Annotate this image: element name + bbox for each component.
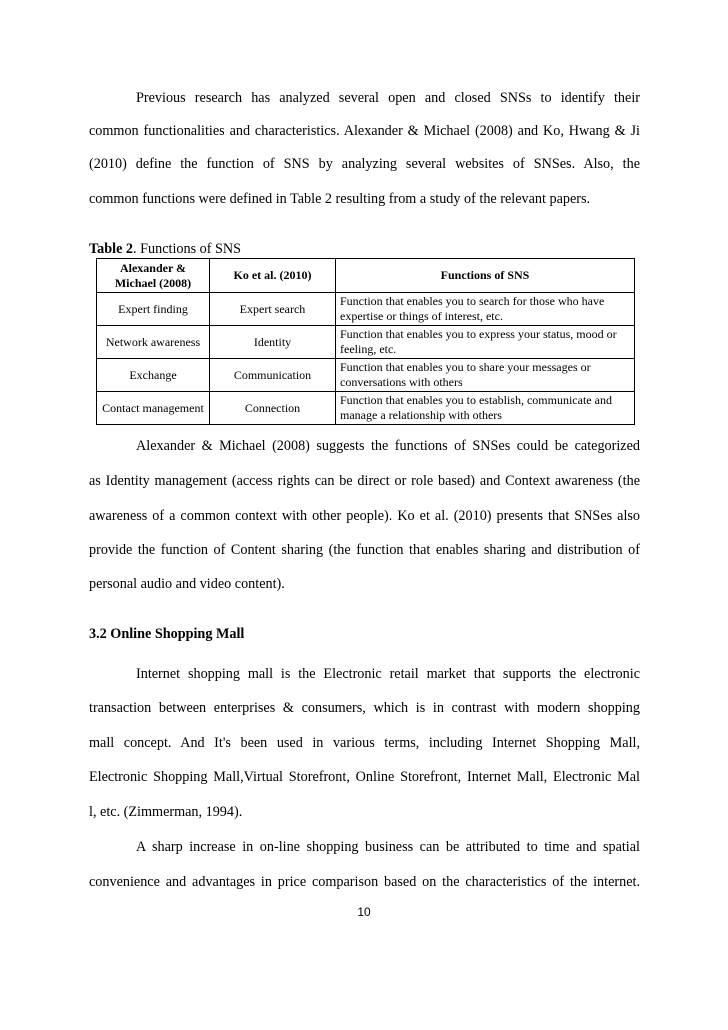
paragraph-2-line-1: Alexander & Michael (2008) suggests the functions of SNSes could be categorized <box>136 438 640 454</box>
paragraph-4-line-1: A sharp increase in on-line shopping business can be attributed to time and spatial <box>136 839 640 855</box>
table-cell: Expert search <box>210 293 336 326</box>
table-header-alexander: Alexander & Michael (2008) <box>97 259 210 293</box>
table-caption-label: Table 2 <box>89 241 134 257</box>
functions-table <box>96 258 635 425</box>
paragraph-2-line-4: provide the function of Content sharing (the function that enables sharing and distribution of <box>89 542 640 558</box>
paragraph-1-line-1: Previous research has analyzed several open and closed SNSs to identify their <box>136 90 640 106</box>
paragraph-2-line-2: as Identity management (access rights can be direct or role based) and Context awareness (the <box>89 473 640 489</box>
paragraph-1-line-2: common functionalities and characteristics. Alexander & Michael (2008) and Ko, Hwang & Ji <box>89 123 640 139</box>
paragraph-2-line-3: awareness of a common context with other people). Ko et al. (2010) presents that SNSes also <box>89 508 640 524</box>
table-row <box>97 293 635 326</box>
paragraph-3-line-1: Internet shopping mall is the Electronic retail market that supports the electronic <box>136 666 640 682</box>
paragraph-3-line-3: mall concept. And It's been used in various terms, including Internet Shopping Mall, <box>89 735 640 751</box>
paragraph-1-line-4: common functions were defined in Table 2 resulting from a study of the relevant papers. <box>89 191 591 207</box>
table-cell: Communication <box>210 359 336 392</box>
paragraph-3-line-2: transaction between enterprises & consumers, which is in contrast with modern shopping <box>89 700 640 716</box>
table-cell: Identity <box>210 326 336 359</box>
table-cell: Function that enables you to express your status, mood or feeling, etc. <box>336 326 635 359</box>
table-header-ko: Ko et al. (2010) <box>210 259 336 293</box>
table-row <box>97 359 635 392</box>
table-caption-text: . Functions of SNS <box>133 241 242 257</box>
table-cell: Exchange <box>97 359 210 392</box>
table-row <box>97 326 635 359</box>
section-heading: 3.2 Online Shopping Mall <box>89 626 245 642</box>
paragraph-1-line-3: (2010) define the function of SNS by analyzing several websites of SNSes. Also, the <box>89 156 640 172</box>
table-caption <box>89 241 241 257</box>
table-cell: Network awareness <box>97 326 210 359</box>
page-number: 10 <box>357 905 371 919</box>
table-cell: Function that enables you to share your messages or conversations with others <box>336 359 635 392</box>
table-cell: Function that enables you to search for those who have expertise or things of interest, etc. <box>336 293 635 326</box>
paragraph-3-line-5: l, etc. (Zimmerman, 1994). <box>89 804 243 820</box>
table-cell: Expert finding <box>97 293 210 326</box>
table-header-row <box>97 259 635 293</box>
table-cell: Contact management <box>97 392 210 425</box>
table-header-functions: Functions of SNS <box>336 259 635 293</box>
paragraph-3-line-4: Electronic Shopping Mall,Virtual Storefront, Online Storefront, Internet Mall, Electronic Mal <box>89 769 640 785</box>
paragraph-2-line-5: personal audio and video content). <box>89 576 285 592</box>
table-row <box>97 392 635 425</box>
paragraph-4-line-2: convenience and advantages in price comparison based on the characteristics of the internet. <box>89 874 640 890</box>
table-cell: Function that enables you to establish, communicate and manage a relationship with others <box>336 392 635 425</box>
table-cell: Connection <box>210 392 336 425</box>
